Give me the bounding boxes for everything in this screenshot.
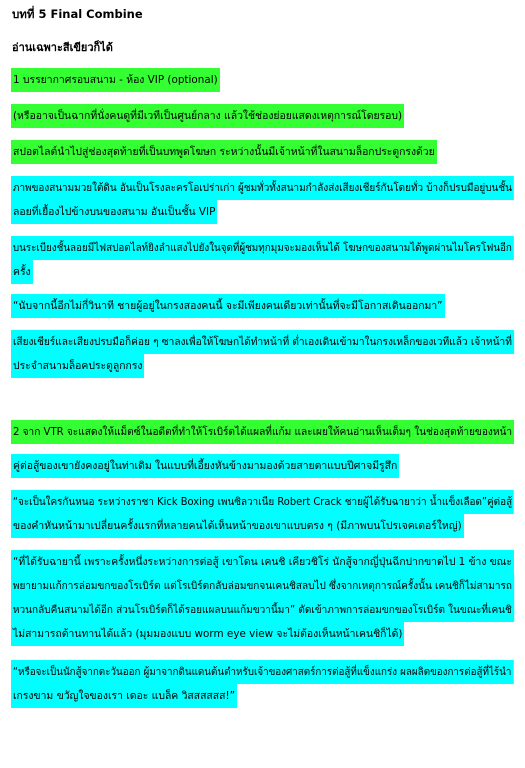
paragraph-arena (11, 176, 514, 224)
highlighted-line: ลอยที่เยื้องไปข้างบนของสนาม อันเป็นชั้น VIP (11, 200, 217, 224)
highlighted-line: 1 บรรยากาศรอบสนาม - ห้อง VIP (optional) (11, 68, 220, 92)
highlighted-line: สปอตไลต์นำไปสู่ช่องสุดท้ายที่เป็นบทพูดโฆษก ระหว่างนั้นมีเจ้าหน้าที่ในสนามล็อกประตูกรงด้วย (11, 140, 437, 164)
robert-quote (11, 490, 514, 538)
highlighted-line: หวนกลับคืนสนามได้อีก ส่วนโรเบิร์ตก็ได้รอยแผลบนแก้มขวานี้มา” ตัดเข้าภาพการล่อมขกของโรเบิร์ต ในขณะที่เคนชิ (11, 598, 514, 622)
highlighted-line: (หรืออาจเป็นฉากที่นั่งคนดูที่มีเวทีเป็นศูนย์กลาง แล้วใช้ช่องย่อยแสดงเหตุการณ์โดยรอบ) (11, 104, 404, 128)
paragraph-opponent (11, 454, 399, 478)
highlighted-line: พยายามแก้การล่อมขกของโรเบิร์ต แต่โรเบิร์ตกลับล่อมขกจนเคนชิสลบไป ซึ่งจากเหตุการณ์ครั้งนั้น เคนชิก็ไม่สามารถ (11, 574, 514, 598)
highlighted-line: คู่ต่อสู้ของเขายังคงอยู่ในท่าเดิม ในแบบที่เอี้ยงหันข้างมามองด้วยสายตาแบบปีศาจมีรูสึก (11, 454, 399, 478)
highlighted-line: “ที่ได้รับฉายานี้ เพราะครั้งหนึ่งระหว่างการต่อสู้ เขาโดน เคนชิ เคียวชิโร่ นักสู้จากญี่ปุ่นฉีกปากขาดไป 1 ข้าง ขณะ (11, 550, 514, 574)
scene-note (11, 104, 404, 128)
paragraph-spotlight (11, 140, 437, 164)
highlighted-line: ของคำหันหน้ามาเปลี่ยนครั้งแรกที่หลายคนได้เห็นหน้าของเขาแบบตรง ๆ (มีภาพบนโปรเจคเตอร์ใหญ่) (11, 514, 464, 538)
scene-2-heading (11, 420, 514, 444)
highlighted-line: เสียงเชียร์และเสียงปรบมือก็ค่อย ๆ ซาลงเพื่อให้โฆษกได้ทำหน้าที่ ต่ำเองเดินเข้ามาในกรงเหล็กของเวทีแล้ว เจ้าหน้าที่ (11, 330, 514, 354)
scene-1-heading (11, 68, 220, 92)
highlighted-line: “จะเป็นใครกันหนอ ระหว่างราชา Kick Boxing เพนซิลวาเนีย Robert Crack ชายผู้ได้รับฉายาว่า น้ำแข็งเลือด”คู่ต่อสู้ (11, 490, 514, 514)
chapter-title: บทที่ 5 Final Combine (12, 7, 143, 21)
highlighted-line: ไม่สามารถต้านทานได้แล้ว (มุมมองแบบ worm eye view จะไม่ต้องเห็นหน้าเคนชิก็ได้) (11, 622, 404, 646)
paragraph-balcony (11, 236, 514, 284)
highlighted-line: เกรงขาม ขวัญใจของเรา เดอะ แบล็ค วิสสสสสส!” (11, 684, 237, 708)
announcer-quote (11, 294, 445, 318)
highlighted-line: ภาพของสนามมวยใต้ดิน อันเป็นโรงละครโอเปร่าเก่า ผู้ชมทั่วทั้งสนามกำลังส่งเสียงเชียร์กันโดยทั่ว บ้างก็ปรบมือยู่บนชั้น (11, 176, 514, 200)
kenshi-story (11, 550, 514, 646)
highlighted-line: บนระเบียงชั้นลอยมีไฟสปอตไลท์ยิงลำแสงไปยังในจุดที่ผู้ชมทุกมุมจะมองเห็นได้ โฆษกของสนามได้พูดผ่านไมโครโฟนอีก (11, 236, 514, 260)
highlighted-line: “นับจากนี้อีกไม่กี่วินาที ชายผู้อยู่ในกรงสองคนนี้ จะมีเพียงคนเดียวเท่านั้นที่จะมีโอกาสเดินออกมา” (11, 294, 445, 318)
reading-note: อ่านเฉพาะสีเขียวก็ได้ (12, 41, 113, 54)
highlighted-line: ครั้ง (11, 260, 33, 284)
highlighted-line: “หรือจะเป็นนักสู้จากตะวันออก ผู้มาจากดินแดนต้นตำหรับเจ้าของศาสตร์การต่อสู้ที่แข็งแกร่ง ผลผลิตของการต่อสู้ที่ไร้นำ (11, 660, 513, 684)
paragraph-cheers (11, 330, 514, 378)
highlighted-line: ประจำสนามล็อคประตูลูกกรง (11, 354, 144, 378)
highlighted-line: 2 จาก VTR จะแสดงให้แม็ตซ์ในอดีตที่ทำให้โรเบิร์ตได้แผลที่แก้ม และเผยให้คนอ่านเห็นเต็มๆ ในช่องสุดท้ายของหน้า (11, 420, 514, 444)
eastern-fighter-quote (11, 660, 514, 708)
